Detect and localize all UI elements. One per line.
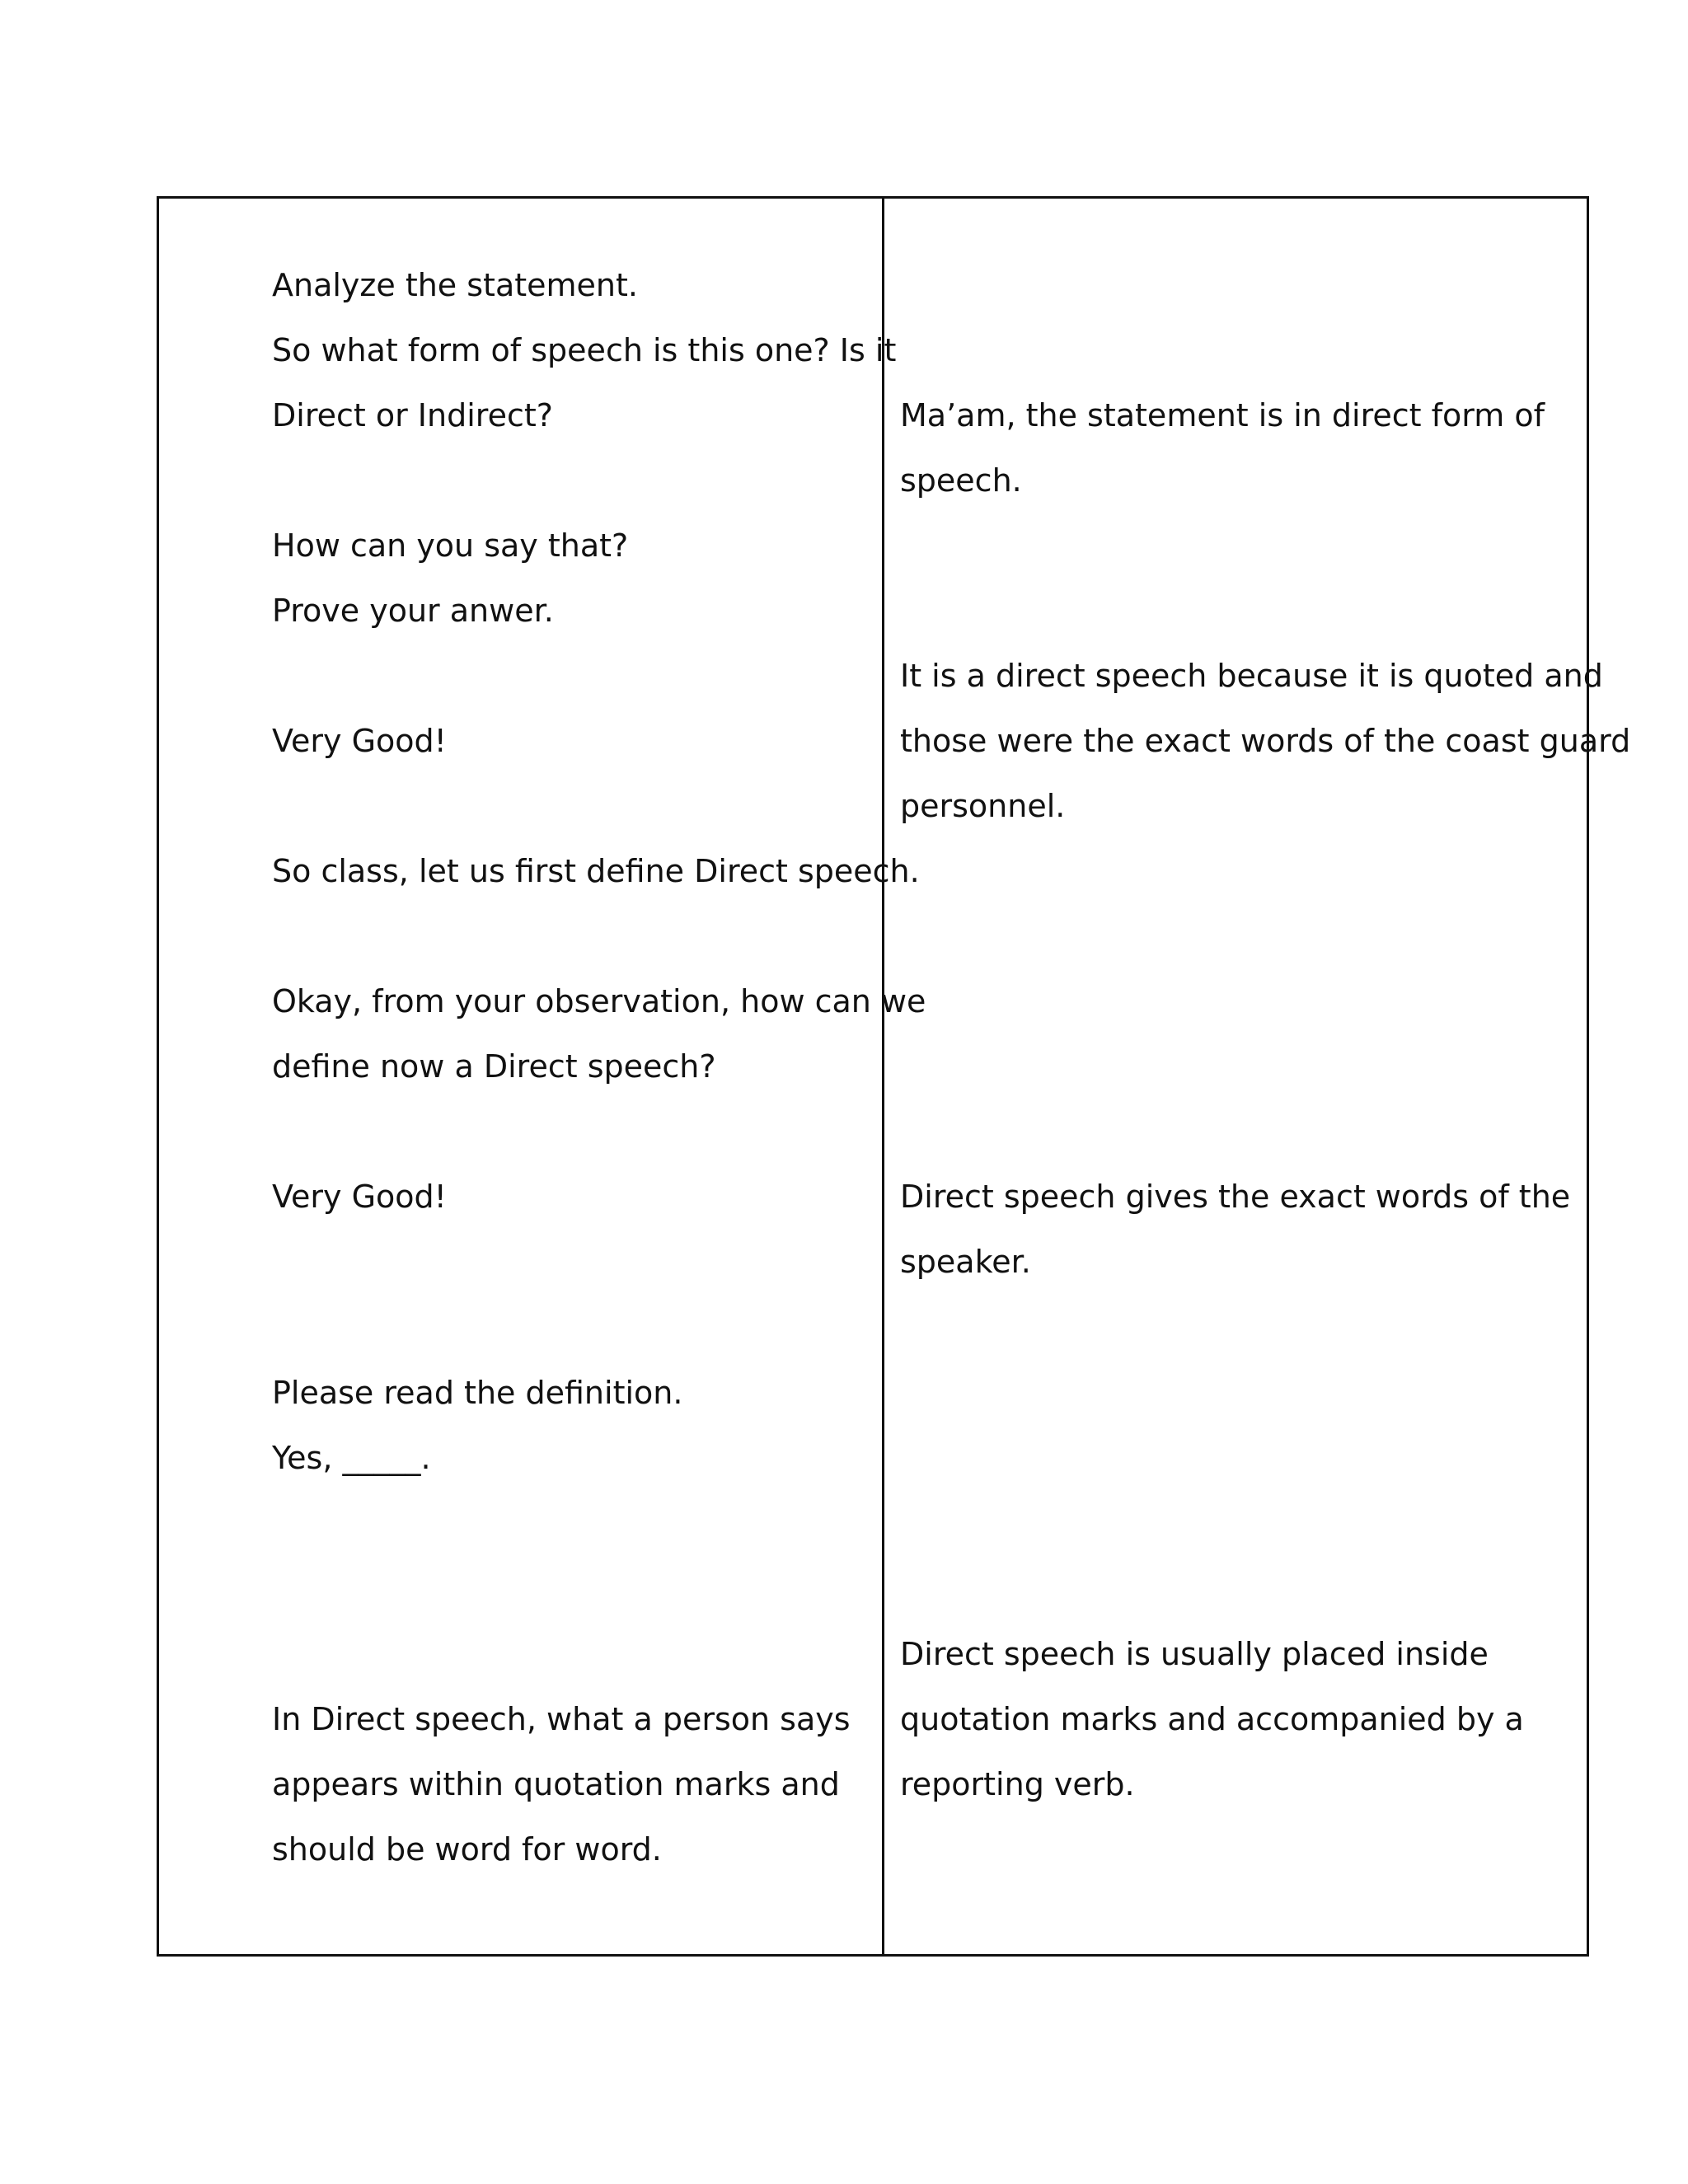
column-divider <box>882 199 884 1954</box>
teacher-line: Prove your anwer. <box>272 593 554 629</box>
student-line: speaker. <box>900 1244 1031 1280</box>
student-line: Direct speech is usually placed inside <box>900 1636 1489 1672</box>
teacher-line: Yes, _____. <box>272 1440 431 1476</box>
teacher-line: appears within quotation marks and <box>272 1766 840 1802</box>
student-line: quotation marks and accompanied by a <box>900 1701 1524 1737</box>
teacher-line: In Direct speech, what a person says <box>272 1701 851 1737</box>
student-line: speech. <box>900 462 1022 499</box>
student-line: reporting verb. <box>900 1766 1135 1802</box>
teacher-line: Very Good! <box>272 723 447 759</box>
teacher-line: Okay, from your observation, how can we <box>272 983 926 1019</box>
student-line: those were the exact words of the coast guard <box>900 723 1631 759</box>
teacher-line: should be word for word. <box>272 1831 662 1868</box>
teacher-line: define now a Direct speech? <box>272 1048 716 1085</box>
teacher-line: Analyze the statement. <box>272 267 638 303</box>
student-line: Ma’am, the statement is in direct form of <box>900 397 1545 434</box>
teacher-line: So class, let us first define Direct speech. <box>272 853 920 889</box>
lesson-table <box>157 196 1631 1957</box>
teacher-line: Please read the definition. <box>272 1375 683 1411</box>
student-line: Direct speech gives the exact words of the <box>900 1179 1571 1215</box>
teacher-line: Very Good! <box>272 1179 447 1215</box>
teacher-line: Direct or Indirect? <box>272 397 553 434</box>
teacher-line: So what form of speech is this one? Is it <box>272 332 897 368</box>
student-line: personnel. <box>900 788 1066 824</box>
student-line: It is a direct speech because it is quoted and <box>900 658 1603 694</box>
teacher-line: How can you say that? <box>272 527 629 564</box>
